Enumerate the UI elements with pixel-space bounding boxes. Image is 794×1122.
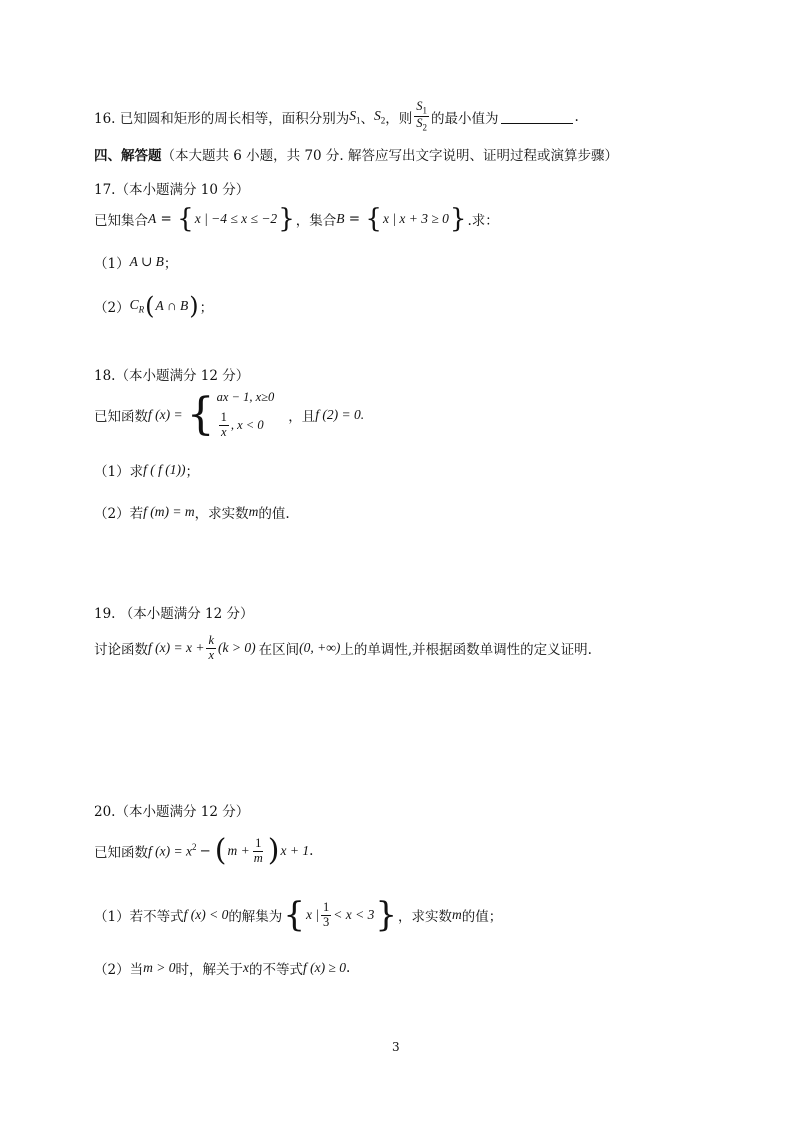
q17-part2-label: （2） — [94, 300, 130, 316]
q20-part2 — [94, 958, 350, 978]
q19-interval: (0, +∞) — [299, 640, 341, 656]
q16-s2: $S_2$ — [374, 108, 386, 126]
q19-stem-mid: 在区间 — [258, 642, 300, 659]
q18-part2-expr: f (m) = m — [143, 504, 195, 519]
q17-part1-end: ； — [163, 256, 178, 272]
section-header — [94, 144, 618, 164]
q20-stem: 已知函数 f $(x) = x^2$ − ( m + $\frac{1}{m}$ ) x + 1 . — [94, 833, 314, 868]
q18-header: 18.（本小题满分 12 分） — [94, 368, 250, 384]
q19-stem — [94, 634, 592, 663]
q19-stem-post: 上的单调性,并根据函数单调性的定义证明. — [340, 642, 592, 659]
q18-stem-mid: ，且 — [288, 408, 316, 425]
q20-part2-post: 的不等式 — [248, 962, 303, 978]
page-number: 3 — [392, 1040, 400, 1054]
q19-condition: (k > 0) — [218, 640, 256, 656]
q20-fraction: $\frac{1}{m}$ — [253, 835, 263, 865]
q17-part1-expr: A ∪ B — [129, 254, 164, 269]
q16-end: . — [574, 108, 579, 125]
q19-function-lhs: f (x) = x + — [148, 640, 205, 656]
q16-fraction: $\frac{S_1}{S_2}$ — [416, 99, 428, 133]
q20-part1-fraction: $\frac{1}{3}$ — [323, 899, 330, 929]
q20-tail: x + 1 — [280, 843, 310, 858]
section-note: （本大题共 6 小题，共 70 分. 解答应写出文字说明、证明过程或演算步骤） — [161, 148, 619, 164]
q17-part2-complement: $C_R$ — [129, 297, 145, 315]
q20-part1-set-pre: x | — [305, 907, 320, 922]
q18-part2 — [94, 502, 290, 522]
q16-answer-blank — [501, 109, 573, 124]
q18-case-1: ax − 1, x≥0 — [216, 390, 275, 404]
q18-function-lhs: f (x) = — [148, 406, 183, 422]
q20-header: 20.（本小题满分 12 分） — [94, 804, 250, 820]
q20-part2-cond: m > 0 — [143, 960, 176, 975]
q17-set-a-body: x | −4 ≤ x ≤ −2 — [194, 211, 278, 226]
q20-part1-post: ，求实数 — [398, 909, 453, 925]
q20-part1-ineq: f (x) < 0 — [183, 907, 229, 922]
q20-part2-label: （2）当 — [94, 962, 144, 978]
q17-part2-end: ； — [199, 300, 214, 316]
q19-fraction: $\frac{k}{x}$ — [208, 633, 215, 662]
q20-part1-label: （1）若不等式 — [94, 909, 184, 925]
q18-part1-end: ； — [185, 464, 199, 480]
q17-header: 17.（本小题满分 10 分） — [94, 182, 250, 198]
q17-part1-label: （1） — [94, 256, 130, 272]
q20-part2-var: x — [242, 960, 249, 975]
section-title: 四、解答题 — [94, 148, 162, 164]
q18-part2-label: （2）若 — [94, 506, 144, 522]
q18-case-2: $\frac{1}{x}$ , x < 0 — [220, 410, 264, 439]
q16-post: 的最小值为 — [431, 110, 499, 127]
q20-part2-ineq: f (x) ≥ 0 — [302, 960, 346, 975]
q17-part2: （2） $C_R$ ( A ∩ B ) ； — [94, 292, 214, 320]
q18-part2-var: m — [248, 504, 259, 519]
q17-part2-expr: A ∩ B — [155, 298, 189, 313]
q16-line — [94, 100, 579, 134]
q20-part2-end: . — [345, 960, 351, 976]
q20-part1-mid: 的解集为 — [228, 909, 283, 925]
q20-part1-end: 的值； — [461, 909, 503, 925]
q18-part2-mid: ，求实数 — [194, 506, 249, 522]
q17-part1 — [94, 252, 177, 272]
q17-set-a-name: A — [148, 211, 157, 226]
q20-part1-set-post: < x < 3 — [333, 907, 375, 922]
q20-function-lhs: f $(x) = x^2$ — [148, 842, 197, 859]
q20-part2-mid: 时，解关于 — [175, 962, 243, 978]
q17-set-b-body: x | x + 3 ≥ 0 — [382, 211, 449, 226]
q18-condition: f (2) = 0. — [315, 406, 365, 422]
q20-inner-m: m + — [227, 843, 250, 858]
q16-then: ，则 — [385, 110, 413, 127]
q18-part2-end: 的值. — [258, 506, 290, 522]
q20-stem-pre: 已知函数 — [94, 845, 148, 861]
q20-part1-var: m — [452, 907, 462, 922]
q18-part1-expr: f ( f (1)) — [143, 462, 186, 477]
q17-stem-pre: 已知集合 — [94, 213, 148, 229]
q19-stem-pre: 讨论函数 — [94, 642, 148, 659]
q20-stem-end: . — [309, 843, 314, 859]
q18-stem: 已知函数 f (x) = { ax − 1, x≥0 $\frac{1}{x}$ , x < 0 ，且 f (2) = 0. — [94, 388, 365, 440]
q18-part1 — [94, 460, 199, 480]
q17-stem-post: .求： — [467, 213, 499, 229]
q17-stem: 已知集合 A = { x | −4 ≤ x ≤ −2 } ，集合 B = { x | x + 3 ≥ 0 } .求： — [94, 204, 499, 234]
q18-part1-label: （1）求 — [94, 464, 144, 480]
q20-part1: （1）若不等式 f (x) < 0 的解集为 { x | $\frac{1}{3}$ < x < 3 } ，求实数 m 的值； — [94, 895, 503, 935]
q17-set-b-name: B — [336, 211, 345, 226]
q18-stem-pre: 已知函数 — [94, 408, 148, 425]
q18-piecewise — [217, 390, 275, 440]
q19-header: 19. （本小题满分 12 分） — [94, 606, 254, 622]
q16-sep: 、 — [360, 110, 375, 127]
q16-s1: $S_1$ — [349, 108, 361, 126]
q16-pre: 16. 已知圆和矩形的周长相等，面积分别为 — [94, 110, 350, 127]
q17-stem-mid: ，集合 — [295, 213, 337, 229]
